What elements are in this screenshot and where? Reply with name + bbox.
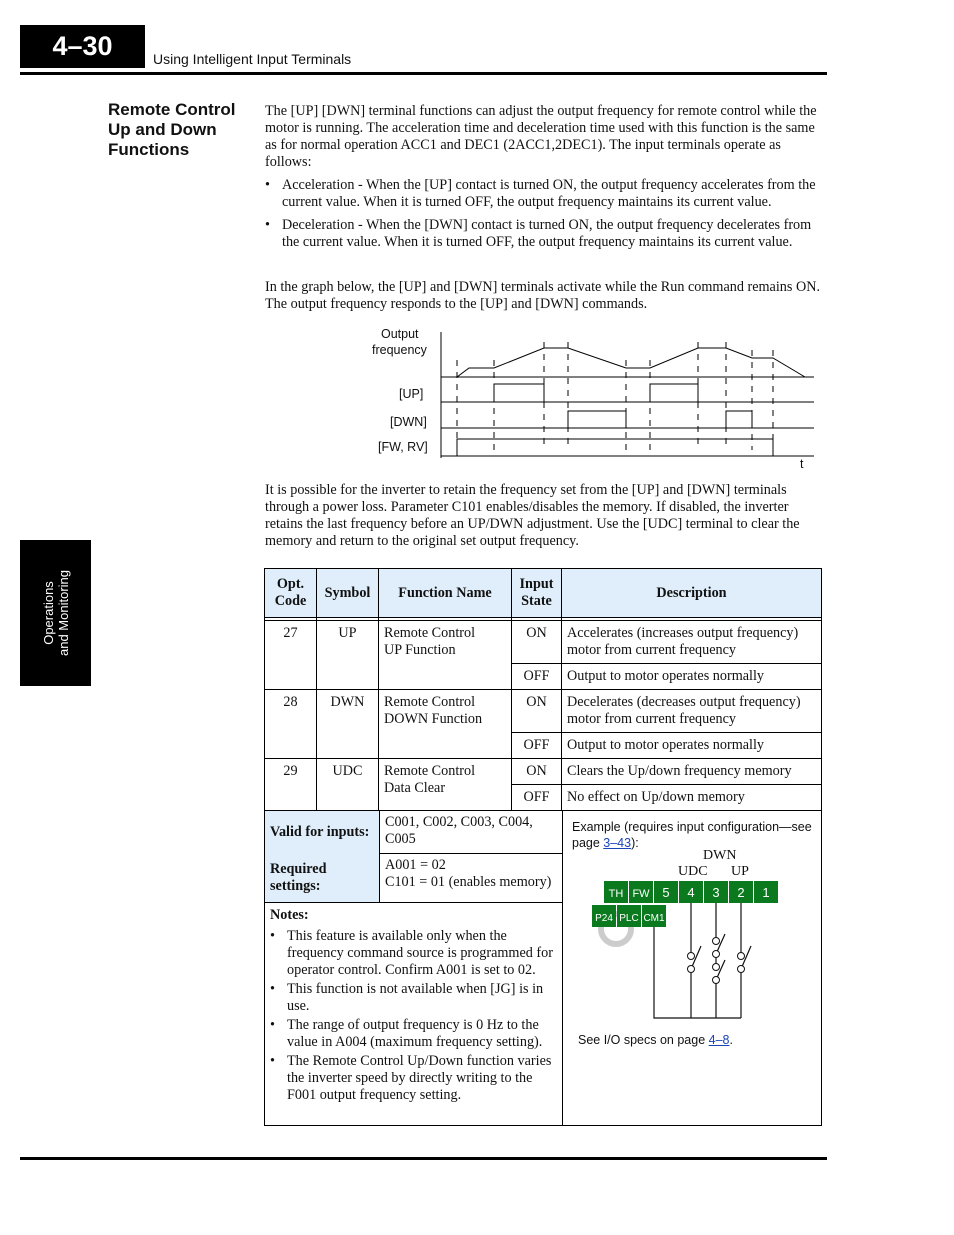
example-page-link[interactable]: 3–43 — [603, 836, 632, 850]
valid-inputs-label: Valid for inputs: — [265, 811, 380, 853]
time-axis-label: t — [800, 457, 804, 471]
symbol: DWN — [317, 690, 379, 759]
terminal-strip-bottom — [592, 905, 666, 944]
list-item: • This function is not available when [JG] is in use. — [270, 981, 544, 1014]
table-row — [265, 759, 822, 785]
symbol: UP — [317, 621, 379, 690]
input-state-off: OFF — [512, 785, 562, 811]
switch-contact-icon — [688, 953, 695, 960]
required-settings-value: A001 = 02 C101 = 01 (enables memory) — [385, 857, 552, 890]
description: Clears the Up/down frequency memory — [562, 759, 822, 785]
memory-paragraph: It is possible for the inverter to retain the frequency set from the [UP] and [DWN] terminals through a power loss. Parameter C101 enables/disables the memory. If disabled, the inverter retains the last frequency before an UP/DWN adjustment. Use the [UDC] terminal to clear the memory and return to the original set output frequency. — [265, 482, 800, 549]
header-input-state: Input State — [512, 569, 562, 618]
list-item: • The range of output frequency is 0 Hz to the value in A004 (maximum frequency setting). — [270, 1017, 543, 1050]
header-symbol: Symbol — [317, 569, 379, 618]
terminal-cm1: CM1 — [643, 913, 665, 924]
terminal-wiring-diagram — [563, 841, 821, 1031]
terminal-plc: PLC — [619, 913, 639, 924]
terminal-3: 3 — [712, 885, 720, 900]
terminal-2: 2 — [737, 885, 745, 900]
dwn-pulse-1 — [568, 411, 626, 428]
switch-contact-icon — [713, 938, 720, 945]
switch-contact-icon — [713, 964, 720, 971]
switch-contact-icon — [713, 951, 720, 958]
udc-label: UDC — [678, 864, 708, 879]
opt-code: 28 — [265, 690, 317, 759]
example-caption: Example (requires input configuration—see page 3–43): — [572, 820, 812, 850]
graph-intro-paragraph: In the graph below, the [UP] and [DWN] terminals activate while the Run command remains ON. The output frequency responds to the [UP] and [DWN] commands. — [265, 279, 820, 312]
dwn-label: DWN — [703, 848, 737, 863]
terminal-4: 4 — [687, 885, 695, 900]
table-row — [265, 621, 822, 664]
dwn-signal-label: [DWN] — [390, 415, 427, 429]
input-state-off: OFF — [512, 664, 562, 690]
dwn-pulse-2 — [726, 411, 752, 428]
input-state-on: ON — [512, 690, 562, 733]
intro-bullets — [265, 177, 820, 257]
switch-contact-icon — [688, 966, 695, 973]
valid-inputs-row — [265, 811, 562, 854]
header-function-name: Function Name — [379, 569, 512, 618]
switch-contact-icon — [738, 966, 745, 973]
header-rule — [20, 72, 827, 75]
input-state-on: ON — [512, 621, 562, 664]
section-heading: Remote Control Up and Down Functions — [108, 100, 236, 159]
terminal-5: 5 — [662, 885, 670, 900]
list-item: • The Remote Control Up/Down function varies the inverter speed by directly writing to the F001 output frequency setting. — [270, 1053, 552, 1103]
io-specs-caption: See I/O specs on page 4–8. — [578, 1033, 733, 1047]
side-tab-line2: and Monitoring — [55, 570, 71, 656]
settings-panel — [265, 811, 563, 1125]
list-item: • Deceleration - When the [DWN] contact is turned ON, the output frequency decelerates from the current value. When it is turned OFF, the output frequency maintains its current value. — [265, 217, 812, 250]
description: Decelerates (decreases output frequency) motor from current frequency — [562, 690, 822, 733]
function-table — [264, 568, 822, 811]
header-title: Using Intelligent Input Terminals — [153, 51, 352, 67]
table-row — [265, 690, 822, 733]
description: Output to motor operates normally — [562, 664, 822, 690]
header-description: Description — [562, 569, 822, 618]
terminal-p24: P24 — [595, 913, 613, 924]
switch-contact-icon — [713, 977, 720, 984]
required-settings-row — [265, 853, 562, 903]
frequency-curve — [457, 348, 805, 377]
settings-box — [264, 810, 822, 1126]
footer-rule — [20, 1157, 827, 1160]
io-specs-page-link[interactable]: 4–8 — [708, 1033, 730, 1047]
up-pulse-2 — [650, 384, 698, 402]
table-header-row — [265, 569, 822, 618]
description: Output to motor operates normally — [562, 733, 822, 759]
input-state-off: OFF — [512, 733, 562, 759]
valid-inputs-value: C001, C002, C003, C004, C005 — [385, 814, 533, 847]
side-tab-line1: Operations — [40, 581, 56, 645]
notes — [270, 907, 558, 1106]
timing-diagram — [360, 320, 820, 476]
output-frequency-label-line2: frequency — [372, 343, 427, 357]
description: No effect on Up/down memory — [562, 785, 822, 811]
output-frequency-label-line1: Output — [381, 327, 419, 341]
opt-code: 27 — [265, 621, 317, 690]
notes-title: Notes: — [270, 907, 309, 923]
description: Accelerates (increases output frequency) motor from current frequency — [562, 621, 822, 664]
switch-wiring — [654, 903, 751, 1018]
fwrv-signal-label: [FW, RV] — [378, 440, 428, 454]
switch-contact-icon — [738, 953, 745, 960]
up-label: UP — [731, 864, 749, 879]
header-opt-code: Opt. Code — [265, 569, 317, 618]
list-item: • Acceleration - When the [UP] contact is turned ON, the output frequency accelerates from the current value. When it is turned OFF, the output frequency maintains its current value. — [265, 177, 816, 210]
terminal-strip-top — [604, 881, 778, 903]
opt-code: 29 — [265, 759, 317, 811]
terminal-1: 1 — [762, 885, 770, 900]
list-item: • This feature is available only when the frequency command source is programmed for operator control. Confirm A001 is set to 02. — [270, 928, 553, 978]
function-name: Remote Control DOWN Function — [379, 690, 512, 759]
up-pulse-1 — [494, 384, 544, 402]
required-settings-label: Required settings: — [265, 853, 380, 902]
function-name: Remote Control Data Clear — [379, 759, 512, 811]
timing-guides — [457, 342, 773, 450]
example-panel — [563, 811, 821, 1125]
up-signal-label: [UP] — [399, 387, 424, 401]
function-name: Remote Control UP Function — [379, 621, 512, 690]
side-tab — [20, 540, 91, 686]
terminal-fw: FW — [632, 888, 650, 900]
page-number: 4–30 — [20, 25, 145, 68]
intro-paragraph: The [UP] [DWN] terminal functions can adjust the output frequency for remote control while the motor is running. The acceleration time and deceleration time used with this function is the same as for normal operation ACC1 and DEC1 (2ACC1,2DEC1). The input terminals operate as follows: — [265, 103, 817, 170]
input-state-on: ON — [512, 759, 562, 785]
terminal-th: TH — [608, 888, 624, 900]
symbol: UDC — [317, 759, 379, 811]
